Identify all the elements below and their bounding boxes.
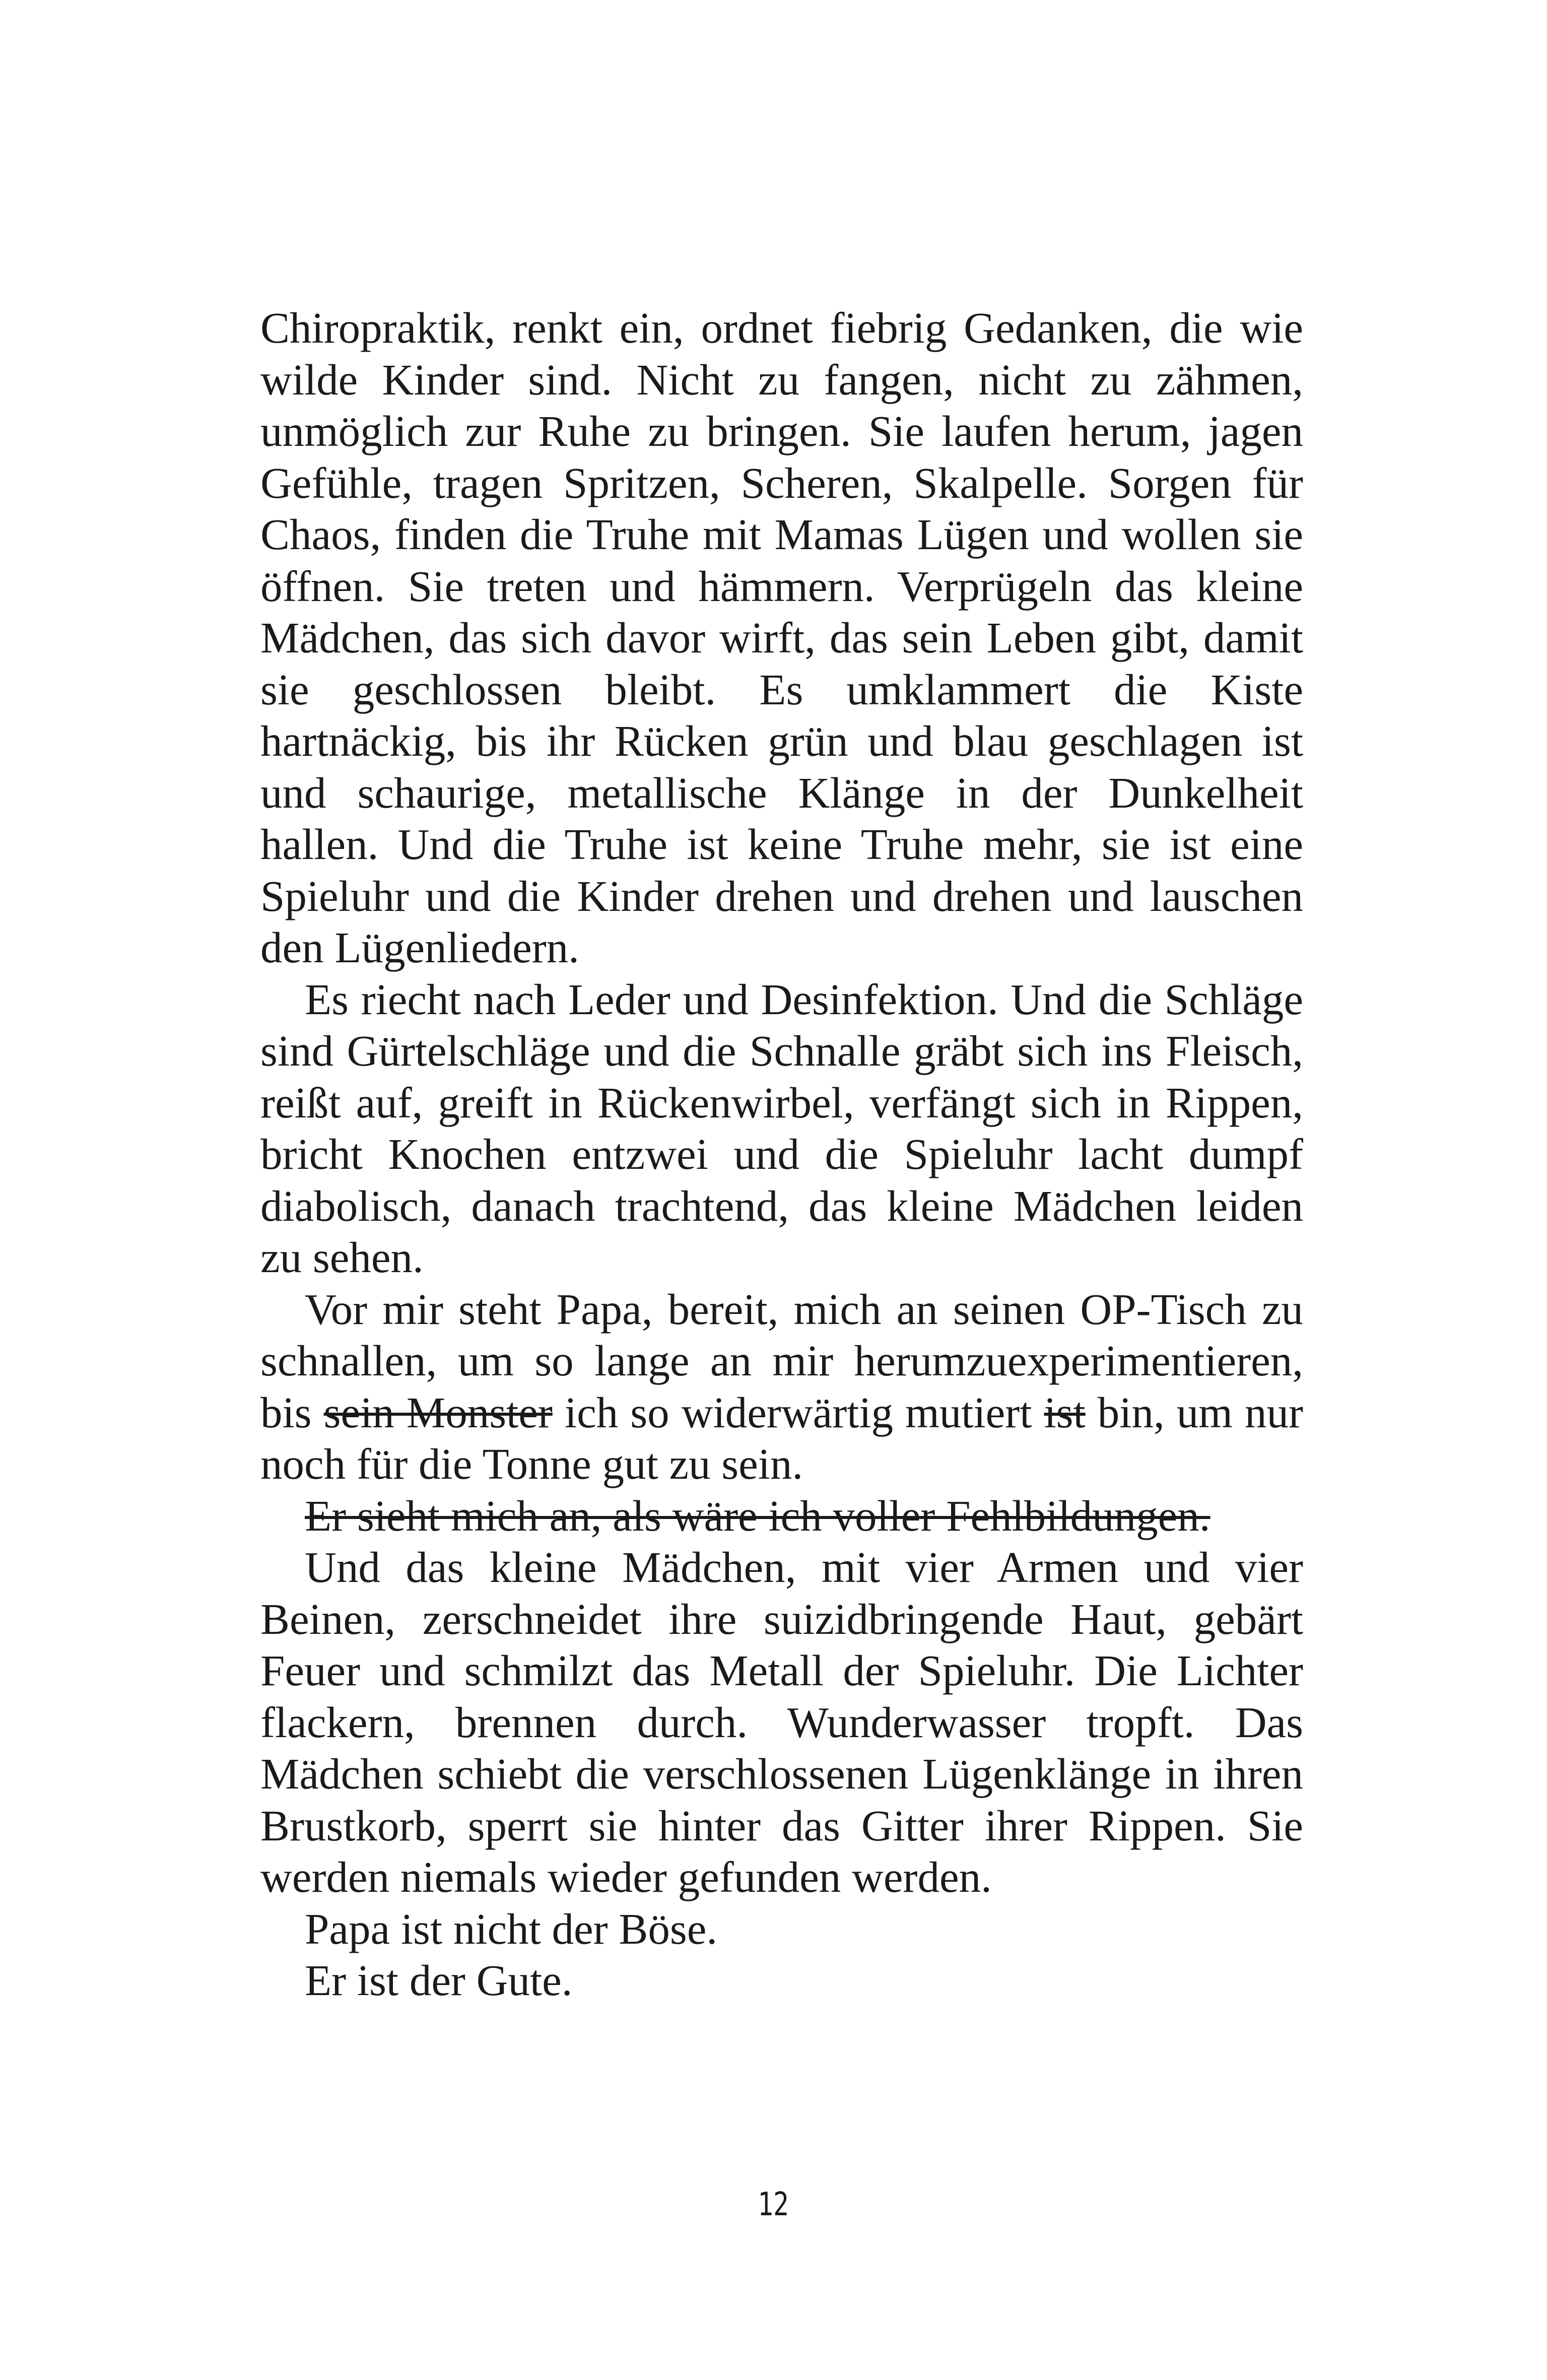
text-run: bin, um nur noch für die Tonne gut zu sein. bbox=[260, 1387, 1303, 1488]
struck-text: ist bbox=[1044, 1387, 1086, 1437]
paragraph-p7 bbox=[260, 1955, 1303, 2007]
page-number: 12 bbox=[758, 2186, 789, 2223]
text-run: ich so widerwärtig mutiert bbox=[552, 1387, 1044, 1437]
paragraph-p3 bbox=[260, 1284, 1303, 1490]
paragraph-p4 bbox=[260, 1490, 1303, 1542]
text-run: Papa ist nicht der Böse. bbox=[305, 1904, 718, 1953]
text-run: Chiropraktik, renkt ein, ordnet fiebrig Gedanken, die wie wilde Kinder sind. Nicht zu fangen, nicht zu zähmen, unmöglich zur Ruhe zu bringen. Sie laufen herum, jagen Gefühle, tragen Spritzen, Scheren, Skalpelle. Sorgen für Chaos, finden die Truhe mit Mamas Lügen und wollen sie öffnen. Sie treten und hämmern. Verprügeln das kleine Mädchen, das sich davor wirft, das sein Leben gibt, damit sie geschlossen bleibt. Es umklammert die Kiste hartnäckig, bis ihr Rücken grün und blau geschlagen ist und schaurige, metallische Klänge in der Dunkelheit hallen. Und die Truhe ist keine Truhe mehr, sie ist eine Spieluhr und die Kinder drehen und drehen und lauschen den Lügenliedern. bbox=[260, 303, 1303, 972]
text-run: Es riecht nach Leder und Desinfektion. Und die Schläge sind Gürtelschläge und die Schnalle gräbt sich ins Fleisch, reißt auf, greift in Rückenwirbel, verfängt sich in Rippen, bricht Knochen entzwei und die Spieluhr lacht dumpf diabolisch, danach trachtend, das kleine Mädchen leiden zu sehen. bbox=[260, 974, 1303, 1282]
body-text bbox=[260, 302, 1303, 2007]
struck-text: sein Monster bbox=[323, 1387, 553, 1437]
paragraph-p1 bbox=[260, 302, 1303, 974]
paragraph-p6 bbox=[260, 1903, 1303, 1955]
struck-text: Er sieht mich an, als wäre ich voller Fehlbildungen. bbox=[305, 1491, 1210, 1540]
text-run: Vor mir steht Papa, bereit, mich an seinen OP-Tisch zu schnallen, um so lange an mir herumzuexperimentieren, bis bbox=[260, 1284, 1303, 1437]
text-run: Er ist der Gute. bbox=[305, 1956, 573, 2005]
paragraph-p2 bbox=[260, 974, 1303, 1284]
paragraph-p5 bbox=[260, 1542, 1303, 1903]
text-run: Und das kleine Mädchen, mit vier Armen und vier Beinen, zerschneidet ihre suizidbringende Haut, gebärt Feuer und schmilzt das Metall der Spieluhr. Die Lichter flackern, brennen durch. Wunderwasser tropft. Das Mädchen schiebt die verschlossenen Lügenklänge in ihren Brustkorb, sperrt sie hinter das Gitter ihrer Rippen. Sie werden niemals wieder gefunden werden. bbox=[260, 1543, 1303, 1901]
